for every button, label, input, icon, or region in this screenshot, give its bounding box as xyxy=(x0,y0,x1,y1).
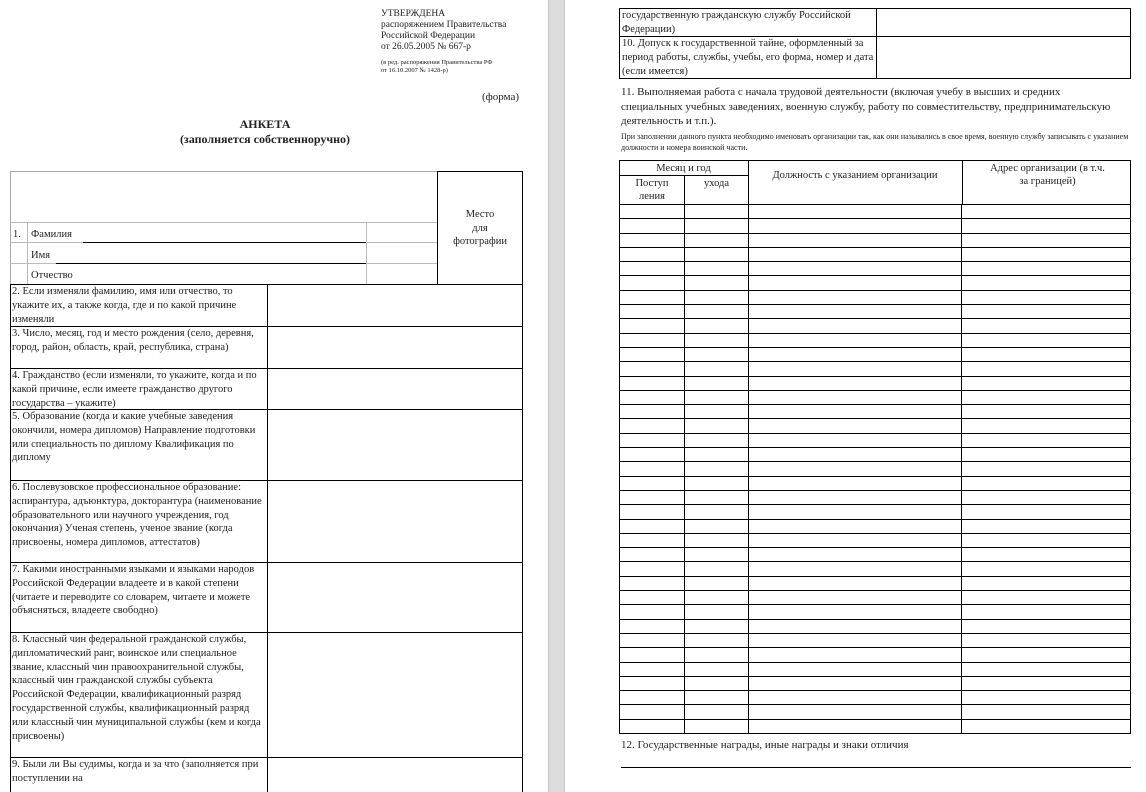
table-cell[interactable] xyxy=(962,519,1131,533)
table-cell[interactable] xyxy=(748,347,962,361)
table-cell[interactable] xyxy=(684,619,748,633)
question-11: 11. Выполняемая работа с начала трудовой деятельности (включая учебу в высших и средних специальных учебных заведениях, военную службу, работу по совместительству, предпринимательскую деятельность и т.п.). xyxy=(621,86,1111,127)
table-row xyxy=(620,562,1131,576)
surname-label: Фамилия xyxy=(31,229,72,240)
table-cell[interactable] xyxy=(684,362,748,376)
table-cell[interactable] xyxy=(962,633,1131,647)
table-cell[interactable] xyxy=(748,362,962,376)
table-row xyxy=(620,676,1131,690)
table-cell[interactable] xyxy=(684,591,748,605)
answer-fields[interactable] xyxy=(268,285,522,755)
table-row xyxy=(620,448,1131,462)
table-cell[interactable] xyxy=(962,662,1131,676)
subtitle: (заполняется собственноручно) xyxy=(179,132,351,146)
table-cell[interactable] xyxy=(962,505,1131,519)
table-cell[interactable] xyxy=(620,548,685,562)
table-cell[interactable] xyxy=(684,462,748,476)
table-cell[interactable] xyxy=(620,591,685,605)
table-row xyxy=(620,533,1131,547)
table-cell[interactable] xyxy=(962,419,1131,433)
table-row xyxy=(620,219,1131,233)
table-cell[interactable] xyxy=(684,505,748,519)
table-cell[interactable] xyxy=(962,691,1131,705)
table-cell[interactable] xyxy=(962,705,1131,719)
table-row xyxy=(620,619,1131,633)
table-cell[interactable] xyxy=(962,619,1131,633)
question-10: 10. Допуск к государственной тайне, оформленный за период работы, службы, учебы, его форма, номер и дата (если имеется) xyxy=(622,38,874,77)
table-row xyxy=(620,490,1131,504)
table-cell[interactable] xyxy=(962,591,1131,605)
table-cell[interactable] xyxy=(748,691,962,705)
table-cell[interactable] xyxy=(684,533,748,547)
table-cell[interactable] xyxy=(962,405,1131,419)
table-cell[interactable] xyxy=(748,705,962,719)
table-cell[interactable] xyxy=(684,548,748,562)
question-11-note: При заполнении данного пункта необходимо именовать организации так, как они назывались в свое время, военную службу записывать с указанием должности и номера воинской части. xyxy=(621,132,1129,152)
table-cell[interactable] xyxy=(684,419,748,433)
table-cell[interactable] xyxy=(748,290,962,304)
table-cell[interactable] xyxy=(962,376,1131,390)
table-cell[interactable] xyxy=(962,548,1131,562)
table-cell[interactable] xyxy=(684,405,748,419)
table-cell[interactable] xyxy=(620,505,685,519)
table-row xyxy=(620,405,1131,419)
form-label: (форма) xyxy=(482,91,520,103)
table-cell[interactable] xyxy=(684,448,748,462)
table-cell[interactable] xyxy=(962,433,1131,447)
table-cell[interactable] xyxy=(962,719,1131,733)
table-cell[interactable] xyxy=(620,490,685,504)
photo-placeholder xyxy=(437,171,523,285)
table-cell[interactable] xyxy=(748,376,962,390)
table-cell[interactable] xyxy=(748,219,962,233)
table-row xyxy=(620,233,1131,247)
table-cell[interactable] xyxy=(748,462,962,476)
table-cell[interactable] xyxy=(748,319,962,333)
table-cell[interactable] xyxy=(620,476,685,490)
table-cell[interactable] xyxy=(748,505,962,519)
table-cell[interactable] xyxy=(748,576,962,590)
table-cell[interactable] xyxy=(620,533,685,547)
table-cell[interactable] xyxy=(620,576,685,590)
table-cell[interactable] xyxy=(748,591,962,605)
table-row xyxy=(620,362,1131,376)
awards-line[interactable] xyxy=(621,767,1131,768)
table-cell[interactable] xyxy=(962,319,1131,333)
table-cell[interactable] xyxy=(620,233,685,247)
table-cell[interactable] xyxy=(620,390,685,404)
table-cell[interactable] xyxy=(684,233,748,247)
table-cell[interactable] xyxy=(748,676,962,690)
table-cell[interactable] xyxy=(748,247,962,261)
table-cell[interactable] xyxy=(620,462,685,476)
table-cell[interactable] xyxy=(684,633,748,647)
table-cell[interactable] xyxy=(620,719,685,733)
table-row xyxy=(620,462,1131,476)
table-cell[interactable] xyxy=(962,448,1131,462)
table-row xyxy=(620,605,1131,619)
question-2: 2. Если изменяли фамилию, имя или отчество, то укажите их, а также когда, где и по какой причине изменяли xyxy=(12,286,237,325)
table-cell[interactable] xyxy=(962,347,1131,361)
table-cell[interactable] xyxy=(962,576,1131,590)
photo-label: фотографии xyxy=(453,236,507,247)
table-cell[interactable] xyxy=(620,705,685,719)
table-cell[interactable] xyxy=(748,548,962,562)
table-cell[interactable] xyxy=(748,276,962,290)
table-row xyxy=(620,476,1131,490)
table-cell[interactable] xyxy=(748,205,962,219)
table-row xyxy=(620,662,1131,676)
table-cell[interactable] xyxy=(620,433,685,447)
question-5: 5. Образование (когда и какие учебные заведения окончили, номера дипломов) Направление подготовки или специальность по диплому Квалификация по диплому xyxy=(12,411,256,464)
table-row xyxy=(620,290,1131,304)
title: АНКЕТА xyxy=(239,117,291,131)
table-row xyxy=(620,305,1131,319)
table-cell[interactable] xyxy=(684,376,748,390)
table-cell[interactable] xyxy=(748,519,962,533)
table-cell[interactable] xyxy=(962,390,1131,404)
question-3: 3. Число, месяц, год и место рождения (село, деревня, город, район, область, край, республика, страна) xyxy=(12,328,254,353)
table-cell[interactable] xyxy=(684,390,748,404)
table-cell[interactable] xyxy=(962,533,1131,547)
approval-line: Российской Федерации xyxy=(381,31,476,41)
photo-label: для xyxy=(472,222,488,234)
table-cell[interactable] xyxy=(748,562,962,576)
table-row xyxy=(620,519,1131,533)
col-start: Поступ ления xyxy=(635,178,669,202)
table-cell[interactable] xyxy=(748,448,962,462)
table-cell[interactable] xyxy=(620,319,685,333)
table-cell[interactable] xyxy=(748,533,962,547)
table-cell[interactable] xyxy=(620,633,685,647)
table-cell[interactable] xyxy=(620,448,685,462)
table-cell[interactable] xyxy=(620,262,685,276)
table-cell[interactable] xyxy=(748,405,962,419)
table-cell[interactable] xyxy=(748,390,962,404)
table-cell[interactable] xyxy=(684,576,748,590)
table-cell[interactable] xyxy=(684,276,748,290)
table-cell[interactable] xyxy=(962,562,1131,576)
table-cell[interactable] xyxy=(620,276,685,290)
table-cell[interactable] xyxy=(748,719,962,733)
question-9-cont: государственную гражданскую службу Российской Федерации) xyxy=(622,10,851,35)
table-cell[interactable] xyxy=(684,476,748,490)
table-cell[interactable] xyxy=(962,362,1131,376)
table-cell[interactable] xyxy=(748,305,962,319)
table-cell[interactable] xyxy=(962,476,1131,490)
table-cell[interactable] xyxy=(620,405,685,419)
table-cell[interactable] xyxy=(684,490,748,504)
approval-line: УТВЕРЖДЕНА xyxy=(381,9,446,19)
photo-label: Место xyxy=(465,209,495,220)
table-cell[interactable] xyxy=(684,676,748,690)
table-cell[interactable] xyxy=(748,419,962,433)
table-cell[interactable] xyxy=(962,605,1131,619)
table-cell[interactable] xyxy=(684,347,748,361)
table-row xyxy=(620,319,1131,333)
table-cell[interactable] xyxy=(962,305,1131,319)
approval-line: распоряжением Правительства xyxy=(381,20,507,30)
table-cell[interactable] xyxy=(620,605,685,619)
patronymic-field[interactable] xyxy=(85,265,365,283)
table-row xyxy=(620,648,1131,662)
table-cell[interactable] xyxy=(748,262,962,276)
table-cell[interactable] xyxy=(748,476,962,490)
table-cell[interactable] xyxy=(962,648,1131,662)
table-cell[interactable] xyxy=(684,219,748,233)
page-1 xyxy=(0,0,548,792)
table-cell[interactable] xyxy=(620,419,685,433)
table-cell[interactable] xyxy=(684,519,748,533)
table-row xyxy=(620,262,1131,276)
table-cell[interactable] xyxy=(748,233,962,247)
table-cell[interactable] xyxy=(962,462,1131,476)
table-cell[interactable] xyxy=(962,333,1131,347)
table-cell[interactable] xyxy=(962,205,1131,219)
table-cell[interactable] xyxy=(684,305,748,319)
table-cell[interactable] xyxy=(620,362,685,376)
table-row xyxy=(620,633,1131,647)
table-cell[interactable] xyxy=(748,648,962,662)
table-cell[interactable] xyxy=(620,619,685,633)
table-cell[interactable] xyxy=(684,290,748,304)
table-cell[interactable] xyxy=(684,705,748,719)
amendment-line: (в ред. распоряжения Правительства РФ xyxy=(381,59,493,66)
question-6: 6. Послевузовское профессиональное образование: аспирантура, адъюнктура, докторантура (наименование образовательного или научного учреждения, год окончания) Ученая степень, ученое звание (когда присвоены, номера дипломов, аттестатов) xyxy=(12,482,262,549)
name-field[interactable] xyxy=(85,245,365,262)
col-position: Должность с указанием организации xyxy=(772,170,938,181)
amendment-line: от 16.10.2007 № 1428-р) xyxy=(381,67,448,74)
table-cell[interactable] xyxy=(962,233,1131,247)
table-cell[interactable] xyxy=(962,262,1131,276)
question-12: 12. Государственные награды, иные награды и знаки отличия xyxy=(621,739,909,751)
table-cell[interactable] xyxy=(962,490,1131,504)
work-table xyxy=(619,204,1131,734)
table-cell[interactable] xyxy=(620,519,685,533)
table-cell[interactable] xyxy=(620,562,685,576)
table-cell[interactable] xyxy=(748,619,962,633)
question-7: 7. Какими иностранными языками и языками народов Российской Федерации владеете и в какой степени (читаете и переводите со словарем, читаете и можете объясняться, владеете свободно) xyxy=(12,564,255,617)
table-cell[interactable] xyxy=(684,333,748,347)
page-separator xyxy=(548,0,565,792)
table-cell[interactable] xyxy=(962,247,1131,261)
table-cell[interactable] xyxy=(620,247,685,261)
question-8: 8. Классный чин федеральной гражданской службы, дипломатический ранг, воинское или специальное звание, классный чин правоохранительной службы, классный чин гражданской службы субъекта Российской Федерации, квалификационный разряд государственной службы, квалификационный разряд или классный чин муниципальной службы (кем и когда присвоены) xyxy=(12,634,261,742)
table-cell[interactable] xyxy=(684,691,748,705)
table-cell[interactable] xyxy=(684,319,748,333)
table-cell[interactable] xyxy=(748,605,962,619)
table-row xyxy=(620,705,1131,719)
table-cell[interactable] xyxy=(620,376,685,390)
table-cell[interactable] xyxy=(620,305,685,319)
col-month-year: Месяц и год xyxy=(656,163,711,174)
question-4: 4. Гражданство (если изменяли, то укажите, когда и по какой причине, если имеете гражданство другого государства – укажите) xyxy=(12,370,257,409)
table-row xyxy=(620,505,1131,519)
table-cell[interactable] xyxy=(684,562,748,576)
table-cell[interactable] xyxy=(620,347,685,361)
q1-number: 1. xyxy=(13,229,21,240)
table-row xyxy=(620,276,1131,290)
table-cell[interactable] xyxy=(684,605,748,619)
table-row xyxy=(620,576,1131,590)
table-row xyxy=(620,390,1131,404)
table-row xyxy=(620,591,1131,605)
table-cell[interactable] xyxy=(684,205,748,219)
table-cell[interactable] xyxy=(620,691,685,705)
table-cell[interactable] xyxy=(620,676,685,690)
question-9: 9. Были ли Вы судимы, когда и за что (заполняется при поступлении на xyxy=(12,759,259,784)
table-cell[interactable] xyxy=(962,219,1131,233)
patronymic-label: Отчество xyxy=(31,270,73,281)
table-row xyxy=(620,691,1131,705)
table-row xyxy=(620,247,1131,261)
page-2 xyxy=(565,0,1146,792)
table-row xyxy=(620,376,1131,390)
table-row xyxy=(620,719,1131,733)
table-row xyxy=(620,433,1131,447)
table-cell[interactable] xyxy=(962,276,1131,290)
table-cell[interactable] xyxy=(620,219,685,233)
col-end: ухода xyxy=(703,178,730,189)
table-cell[interactable] xyxy=(620,205,685,219)
form-title xyxy=(0,117,530,147)
table-row xyxy=(620,419,1131,433)
approval-stamp xyxy=(381,9,506,75)
col-address: Адрес организации (в т.ч. за границей) xyxy=(990,163,1105,187)
table-cell[interactable] xyxy=(684,262,748,276)
table-cell[interactable] xyxy=(748,633,962,647)
table-cell[interactable] xyxy=(748,433,962,447)
table-cell[interactable] xyxy=(620,662,685,676)
table-cell[interactable] xyxy=(620,290,685,304)
table-cell[interactable] xyxy=(620,333,685,347)
table-cell[interactable] xyxy=(684,433,748,447)
table-row xyxy=(620,347,1131,361)
table-cell[interactable] xyxy=(620,648,685,662)
table-cell[interactable] xyxy=(684,247,748,261)
table-cell[interactable] xyxy=(962,676,1131,690)
name-label: Имя xyxy=(31,250,51,261)
table-cell[interactable] xyxy=(748,490,962,504)
table-cell[interactable] xyxy=(684,662,748,676)
table-cell[interactable] xyxy=(684,719,748,733)
table-row xyxy=(620,205,1131,219)
table-row xyxy=(620,548,1131,562)
table-cell[interactable] xyxy=(748,333,962,347)
surname-field[interactable] xyxy=(85,224,365,241)
table-cell[interactable] xyxy=(962,290,1131,304)
table-row xyxy=(620,333,1131,347)
table-cell[interactable] xyxy=(684,648,748,662)
table-cell[interactable] xyxy=(748,662,962,676)
approval-line: от 26.05.2005 № 667-р xyxy=(381,42,471,52)
